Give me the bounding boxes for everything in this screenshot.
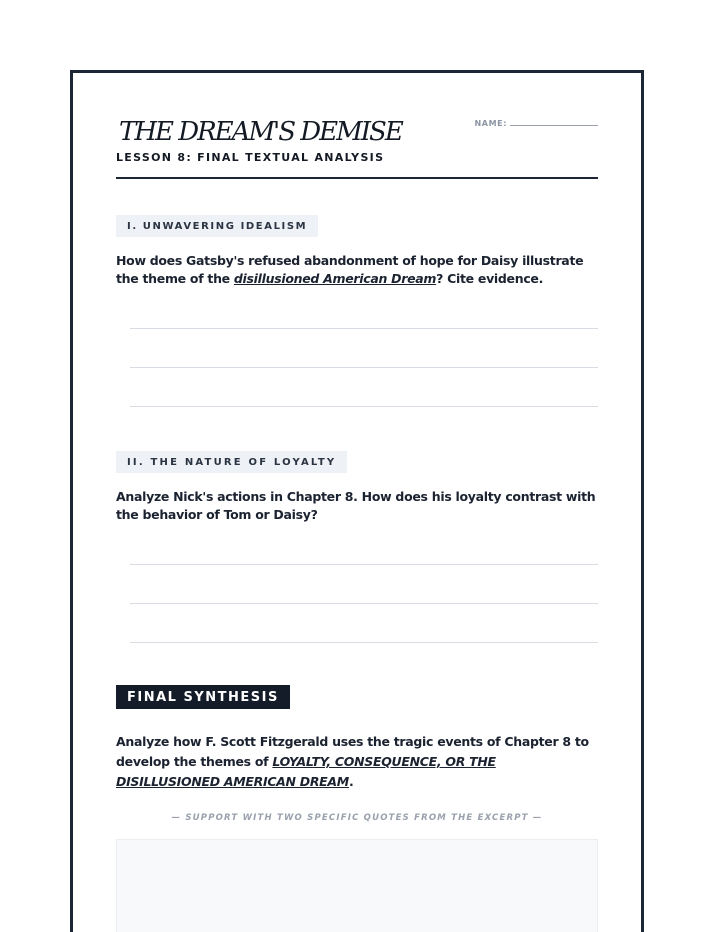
question-emphasis: LOYALTY, CONSEQUENCE, OR THE DISILLUSIONED AMERICAN DREAM [116,754,496,789]
writing-line[interactable] [130,642,598,643]
section-1-tag: I. UNWAVERING IDEALISM [116,215,318,237]
name-field[interactable] [474,119,598,128]
name-label: NAME: [474,119,507,128]
section-2-question: Analyze Nick's actions in Chapter 8. How does his loyalty contrast with the behavior of Tom or Daisy? [116,489,596,522]
question-emphasis: disillusioned American Dream [233,271,437,286]
writing-line[interactable] [130,406,598,407]
final-synthesis-tag: FINAL SYNTHESIS [116,685,290,709]
writing-line[interactable] [130,564,598,565]
writing-line[interactable] [130,603,598,604]
worksheet-title: THE DREAM'S DEMISE [119,117,402,147]
writing-line[interactable] [130,328,598,329]
question-text: How does Gatsby's refused abandonment of hope for Daisy illustrate the theme of the [116,253,584,286]
section-2-tag: II. THE NATURE OF LOYALTY [116,451,347,473]
worksheet-page [70,70,644,932]
writing-line[interactable] [130,367,598,368]
question-text: ? Cite evidence. [436,271,544,286]
support-note: — SUPPORT WITH TWO SPECIFIC QUOTES FROM THE EXCERPT — [171,813,543,823]
question-text: Analyze how F. Scott Fitzgerald uses the tragic events of Chapter 8 to develop the themes of [116,734,589,769]
question-text: . [348,774,354,789]
section-1-question [116,252,598,288]
name-line[interactable] [510,125,598,126]
final-question [116,732,598,792]
lesson-subtitle: LESSON 8: FINAL TEXTUAL ANALYSIS [116,151,385,164]
header-divider [116,177,598,179]
answer-box[interactable] [116,839,598,932]
